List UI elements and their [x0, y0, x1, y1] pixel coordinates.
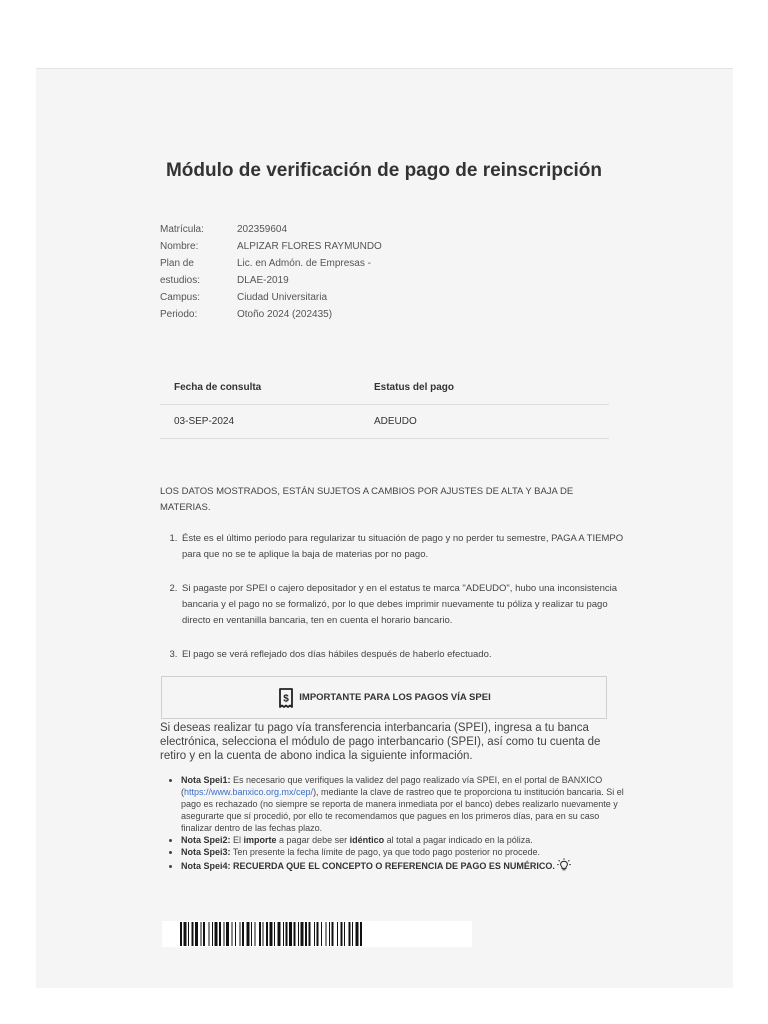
- barcode-bar: [201, 922, 202, 946]
- info-row-matricula: [160, 221, 397, 238]
- note2-bold-identico: idéntico: [349, 835, 385, 845]
- instructions-list: [160, 531, 630, 681]
- nombre-value: ALPIZAR FLORES RAYMUNDO: [237, 241, 382, 252]
- barcode-bar: [259, 922, 261, 946]
- plan-value: Lic. en Admón. de Empresas -: [237, 258, 371, 269]
- barcode-bar: [195, 922, 198, 946]
- note4-label: Nota Spei4:: [181, 861, 231, 871]
- barcode-bar: [309, 922, 311, 946]
- plan-label: Plan de: [160, 258, 194, 269]
- barcode-bar: [289, 922, 292, 946]
- list-item: 3. El pago se verá reflejado dos días hábiles después de haberlo efectuado.: [180, 647, 630, 663]
- plan-label-cont: estudios:: [160, 275, 201, 286]
- barcode-bar: [247, 922, 250, 946]
- campus-label: Campus:: [160, 292, 201, 303]
- barcode-bar: [226, 922, 229, 946]
- col-fecha-header: Fecha de consulta: [160, 371, 360, 405]
- note1-label: Nota Spei1:: [181, 775, 231, 785]
- spei-intro: Si deseas realizar tu pago vía transferencia interbancaria (SPEI), ingresa a tu banca electrónica, selecciona el módulo de pago interbancario (SPEI), así como tu cuenta de retiro y en la cuenta de abono indica la siguiente información.: [160, 722, 601, 762]
- barcode-bar: [301, 922, 304, 946]
- barcode-bar: [235, 922, 236, 946]
- barcode-bar: [283, 922, 284, 946]
- barcode-image: [162, 921, 472, 947]
- table-row: [160, 405, 609, 439]
- barcode-bar: [266, 922, 268, 946]
- note4-text: RECUERDA QUE EL CONCEPTO O REFERENCIA DE PAGO ES NUMÉRICO.: [230, 861, 555, 871]
- fecha-cell: 03-SEP-2024: [160, 405, 360, 439]
- barcode-bar: [240, 922, 241, 946]
- barcode-bar: [192, 922, 194, 946]
- note3-text: Ten presente la fecha límite de pago, ya que todo pago posterior no procede.: [230, 847, 541, 857]
- lightbulb-icon: [557, 858, 571, 875]
- barcode-bar: [317, 922, 319, 946]
- barcode-bar: [344, 922, 345, 946]
- barcode-bar: [232, 922, 233, 946]
- plan-value-cont: DLAE-2019: [237, 275, 289, 286]
- note1-text-b: ), mediante la clave de rastreo que te proporciona tu institución bancaria. Si el pago es rechazado (no siempre se reporta de manera inmediata por el banco) debes realizarlo nuevamente y asegurarte que sí procedió, por ello te recomendamos que pagues en los primeros días, para en su caso finalizar dentro de las fechas plazo.: [181, 787, 624, 833]
- barcode-bar: [255, 922, 256, 946]
- list-item: 1. Éste es el último periodo para regularizar tu situación de pago y no perder tu semestre, PAGA A TIEMPO para que no se te aplique la baja de materias por no pago.: [180, 531, 630, 563]
- estatus-cell: ADEUDO: [360, 405, 609, 439]
- barcode-bar: [356, 922, 359, 946]
- barcode-bar: [321, 922, 322, 946]
- barcode-bar: [341, 922, 343, 946]
- note3-label: Nota Spei3:: [181, 847, 231, 857]
- info-row-plan-cont: [160, 272, 397, 289]
- note2-text-c: a pagar debe ser: [276, 835, 350, 845]
- list-item: [181, 834, 629, 846]
- barcode-bar: [298, 922, 299, 946]
- barcode-bar: [242, 922, 244, 946]
- barcode-bar: [203, 922, 205, 946]
- banxico-link[interactable]: https://www.banxico.org.mx/cep/: [184, 787, 314, 797]
- matricula-value: 202359604: [237, 224, 288, 235]
- note2-bold-importe: importe: [243, 835, 277, 845]
- barcode-bar: [209, 922, 210, 946]
- barcode-bar: [332, 922, 334, 946]
- spei-important-box: [161, 676, 607, 719]
- list-item: [181, 846, 629, 858]
- barcode-bar: [305, 922, 307, 946]
- student-info: [160, 221, 397, 323]
- barcode-bar: [188, 922, 189, 946]
- table-header-row: [160, 371, 609, 405]
- barcode-bar: [263, 922, 264, 946]
- barcode-bar: [349, 922, 351, 946]
- matricula-label: Matrícula:: [160, 224, 204, 235]
- barcode-bar: [251, 922, 252, 946]
- receipt-dollar-icon: [277, 688, 295, 708]
- barcode-bar: [326, 922, 327, 946]
- info-row-campus: [160, 289, 397, 306]
- svg-text:$: $: [283, 693, 290, 704]
- note2-label: Nota Spei2:: [181, 835, 231, 845]
- spei-notes: [160, 774, 629, 875]
- barcode-bar: [212, 922, 213, 946]
- page-title: Módulo de verificación de pago de reinscripción: [165, 160, 603, 181]
- list-item: [181, 774, 629, 834]
- barcode-bar: [329, 922, 330, 946]
- list-item: [181, 858, 629, 875]
- barcode-bar: [360, 922, 362, 946]
- note2-text-e: al total a pagar indicado en la póliza.: [384, 835, 533, 845]
- list-item: 2. Si pagaste por SPEI o cajero depositador y en el estatus te marca "ADEUDO", hubo una inconsistencia bancaria y el pago no se formalizó, por lo que debes imprimir nuevamente tu póliza y realizar tu pago directo en ventanilla bancaria, ten en cuenta el horario bancario.: [180, 581, 630, 629]
- barcode-bar: [219, 922, 221, 946]
- spei-box-label: IMPORTANTE PARA LOS PAGOS VÍA SPEI: [299, 692, 491, 703]
- barcode-bar: [286, 922, 288, 946]
- data-notice: LOS DATOS MOSTRADOS, ESTÁN SUJETOS A CAMBIOS POR AJUSTES DE ALTA Y BAJA DE MATERIAS.: [160, 486, 574, 513]
- info-row-plan: [160, 255, 397, 272]
- barcode-bar: [184, 922, 187, 946]
- note1-text-a: Es necesario que verifiques la validez del pago realizado vía SPEI, en el portal de BANXICO (: [181, 775, 603, 797]
- barcode-bar: [274, 922, 275, 946]
- col-estatus-header: Estatus del pago: [360, 371, 609, 405]
- periodo-label: Periodo:: [160, 309, 198, 320]
- note2-text-a: El: [230, 835, 244, 845]
- barcode-bar: [294, 922, 296, 946]
- barcode-bar: [215, 922, 218, 946]
- barcode-bar: [180, 922, 182, 946]
- barcode-bar: [270, 922, 273, 946]
- campus-value: Ciudad Universitaria: [237, 292, 328, 303]
- barcode-bar: [352, 922, 353, 946]
- barcode-bar: [337, 922, 338, 946]
- barcode-bar: [314, 922, 315, 946]
- barcode-bar: [278, 922, 281, 946]
- info-row-periodo: [160, 306, 397, 323]
- periodo-value: Otoño 2024 (202435): [237, 309, 333, 320]
- payment-status-table: [160, 371, 609, 439]
- nombre-label: Nombre:: [160, 241, 199, 252]
- barcode-bar: [224, 922, 225, 946]
- info-row-nombre: [160, 238, 397, 255]
